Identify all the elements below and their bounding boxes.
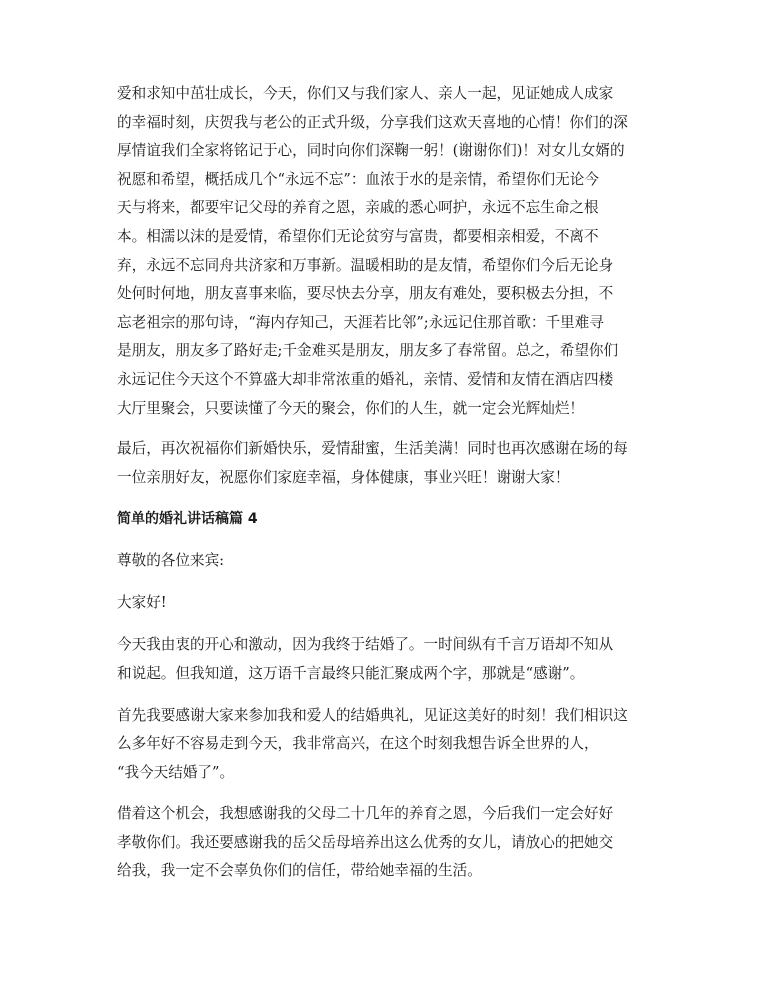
salutation: 尊敬的各位来宾: (117, 552, 225, 570)
text-line: 祝愿和希望，概括成几个“永远不忘”：血浓于水的是亲情，希望你们无论今 (117, 170, 599, 188)
greeting: 大家好! (117, 594, 167, 612)
text-line: 首先我要感谢大家来参加我和爱人的结婚典礼，见证这美好的时刻！我们相识这 (117, 706, 628, 724)
text-line: 和说起。但我知道，这万语千言最终只能汇聚成两个字，那就是“感谢”。 (117, 664, 585, 682)
paragraph-blessing (117, 80, 657, 423)
section-heading: 简单的婚礼讲话稿篇 4 (117, 511, 258, 528)
text-line: 一位亲朋好友，祝愿你们家庭幸福，身体健康，事业兴旺！谢谢大家！ (117, 468, 570, 486)
text-line: 是朋友，朋友多了路好走;千金难买是朋友，朋友多了春常留。总之，希望你们 (117, 342, 619, 360)
text-line: 处何时何地，朋友喜事来临，要尽快去分享，朋友有难处，要积极去分担，不 (117, 285, 614, 303)
text-line: 弃，永远不忘同舟共济家和万事新。温暖相助的是友情，希望你们今后无论身 (117, 256, 614, 274)
text-line: 厚情谊我们全家将铭记于心，同时向你们深鞠一躬！(谢谢你们)！对女儿女婿的 (117, 142, 625, 160)
paragraph-thanks-parents (117, 800, 657, 886)
text-line: 么多年好不容易走到今天，我非常高兴，在这个时刻我想告诉全世界的人， (117, 735, 599, 753)
document-page (117, 80, 657, 886)
text-line: 大厅里聚会，只要读懂了今天的聚会，你们的人生，就一定会光辉灿烂！ (117, 399, 585, 417)
text-line: 永远记住今天这个不算盛大却非常浓重的婚礼，亲情、爱情和友情在酒店四楼 (117, 370, 614, 388)
paragraph-intro (117, 631, 657, 688)
text-line: 给我，我一定不会辜负你们的信任，带给她幸福的生活。 (117, 862, 482, 880)
paragraph-thanks-guests (117, 702, 657, 788)
paragraph-closing (117, 435, 657, 492)
text-line: 爱和求知中茁壮成长，今天，你们又与我们家人、亲人一起，见证她成人成家 (117, 85, 614, 102)
text-line: 的幸福时刻，庆贺我与老公的正式升级，分享我们这欢天喜地的心情！你们的深 (117, 113, 628, 131)
text-line: 今天我由衷的开心和激动，因为我终于结婚了。一时间纵有千言万语却不知从 (117, 636, 614, 654)
text-line: 孝敬你们。我还要感谢我的岳父岳母培养出这么优秀的女儿，请放心的把她交 (117, 833, 614, 851)
text-line: 本。相濡以沫的是爱情，希望你们无论贫穷与富贵，都要相亲相爱，不离不 (117, 227, 599, 245)
text-line: 忘老祖宗的那句诗，“海内存知己，天涯若比邻”;永远记住那首歌：千里难寻 (117, 313, 604, 331)
text-line: “我今天结婚了”。 (117, 763, 235, 781)
text-line: 天与将来，都要牢记父母的养育之恩，亲戚的悉心呵护，永远不忘生命之根 (117, 199, 599, 217)
text-line: 最后，再次祝福你们新婚快乐，爱情甜蜜，生活美满！同时也再次感谢在场的每 (117, 440, 628, 458)
text-line: 借着这个机会，我想感谢我的父母二十几年的养育之恩，今后我们一定会好好 (117, 805, 614, 823)
